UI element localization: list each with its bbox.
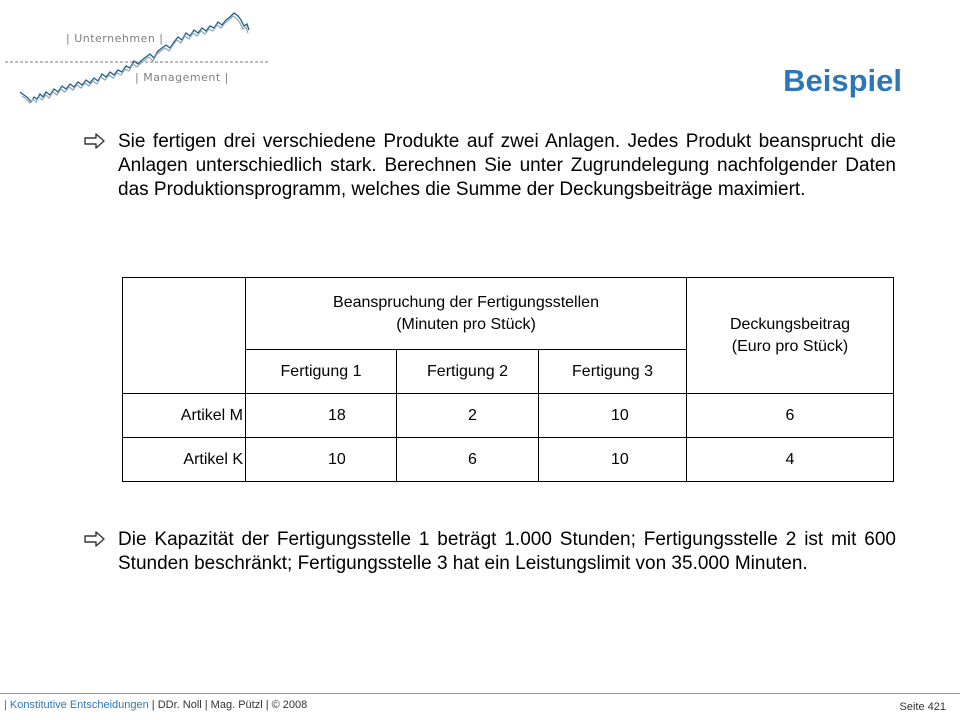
page-number: Seite 421 — [899, 701, 946, 713]
table-corner-cell — [123, 278, 246, 394]
stock-chart-logo-icon — [0, 0, 275, 110]
column-header-fertigung-2: Fertigung 2 — [397, 350, 539, 394]
logo-text-unternehmen: | Unternehmen | — [66, 32, 164, 45]
arrow-right-outline-icon — [84, 528, 118, 576]
footer-course-title: | Konstitutive Entscheidungen — [4, 699, 149, 711]
cell-deckungsbeitrag: 4 — [687, 438, 894, 482]
footer-authors: | DDr. Noll | Mag. Pützl | © 2008 — [148, 699, 308, 711]
table-row — [123, 394, 894, 438]
cell-fertigung-1: 10 — [246, 438, 397, 482]
cell-fertigung-3: 10 — [539, 394, 687, 438]
cell-deckungsbeitrag: 6 — [687, 394, 894, 438]
bullet-text: Die Kapazität der Fertigungsstelle 1 beträgt 1.000 Stunden; Fertigungsstelle 2 ist mit 600 Stunden beschränkt; Fertigungsstelle 3 hat ein Leistungslimit von 35.000 Minuten. — [118, 529, 896, 574]
table-row — [123, 438, 894, 482]
cell-fertigung-1: 18 — [246, 394, 397, 438]
table-group-header — [246, 278, 687, 350]
bullet-text: Sie fertigen drei verschiedene Produkte auf zwei Anlagen. Jedes Produkt beansprucht die Anlagen unterschiedlich stark. Berechnen Sie unter Zugrundelegung nachfolgender Daten das Produktionsprogramm, welches die Summe der Deckungsbeiträge maximiert. — [118, 131, 896, 200]
header-logo — [0, 0, 275, 110]
footer-divider — [0, 693, 960, 694]
logo-text-management: | Management | — [135, 71, 229, 84]
production-data-table — [122, 277, 894, 482]
cell-fertigung-2: 6 — [397, 438, 539, 482]
row-label: Artikel M — [123, 394, 246, 438]
footer — [4, 699, 307, 711]
column-header-fertigung-3: Fertigung 3 — [539, 350, 687, 394]
row-label: Artikel K — [123, 438, 246, 482]
bullet-item-task — [84, 130, 896, 202]
cell-fertigung-3: 10 — [539, 438, 687, 482]
cell-fertigung-2: 2 — [397, 394, 539, 438]
table-db-header — [687, 278, 894, 394]
db-header-line-1: Deckungsbeitrag — [729, 315, 851, 333]
db-header-line-2: (Euro pro Stück) — [731, 337, 849, 355]
bullet-item-capacity — [84, 528, 896, 576]
column-header-fertigung-1: Fertigung 1 — [246, 350, 397, 394]
group-header-line-1: Beanspruchung der Fertigungsstellen — [333, 293, 599, 311]
group-header-line-2: (Minuten pro Stück) — [396, 315, 536, 333]
page-title: Beispiel — [783, 63, 902, 98]
arrow-right-outline-icon — [84, 130, 118, 202]
